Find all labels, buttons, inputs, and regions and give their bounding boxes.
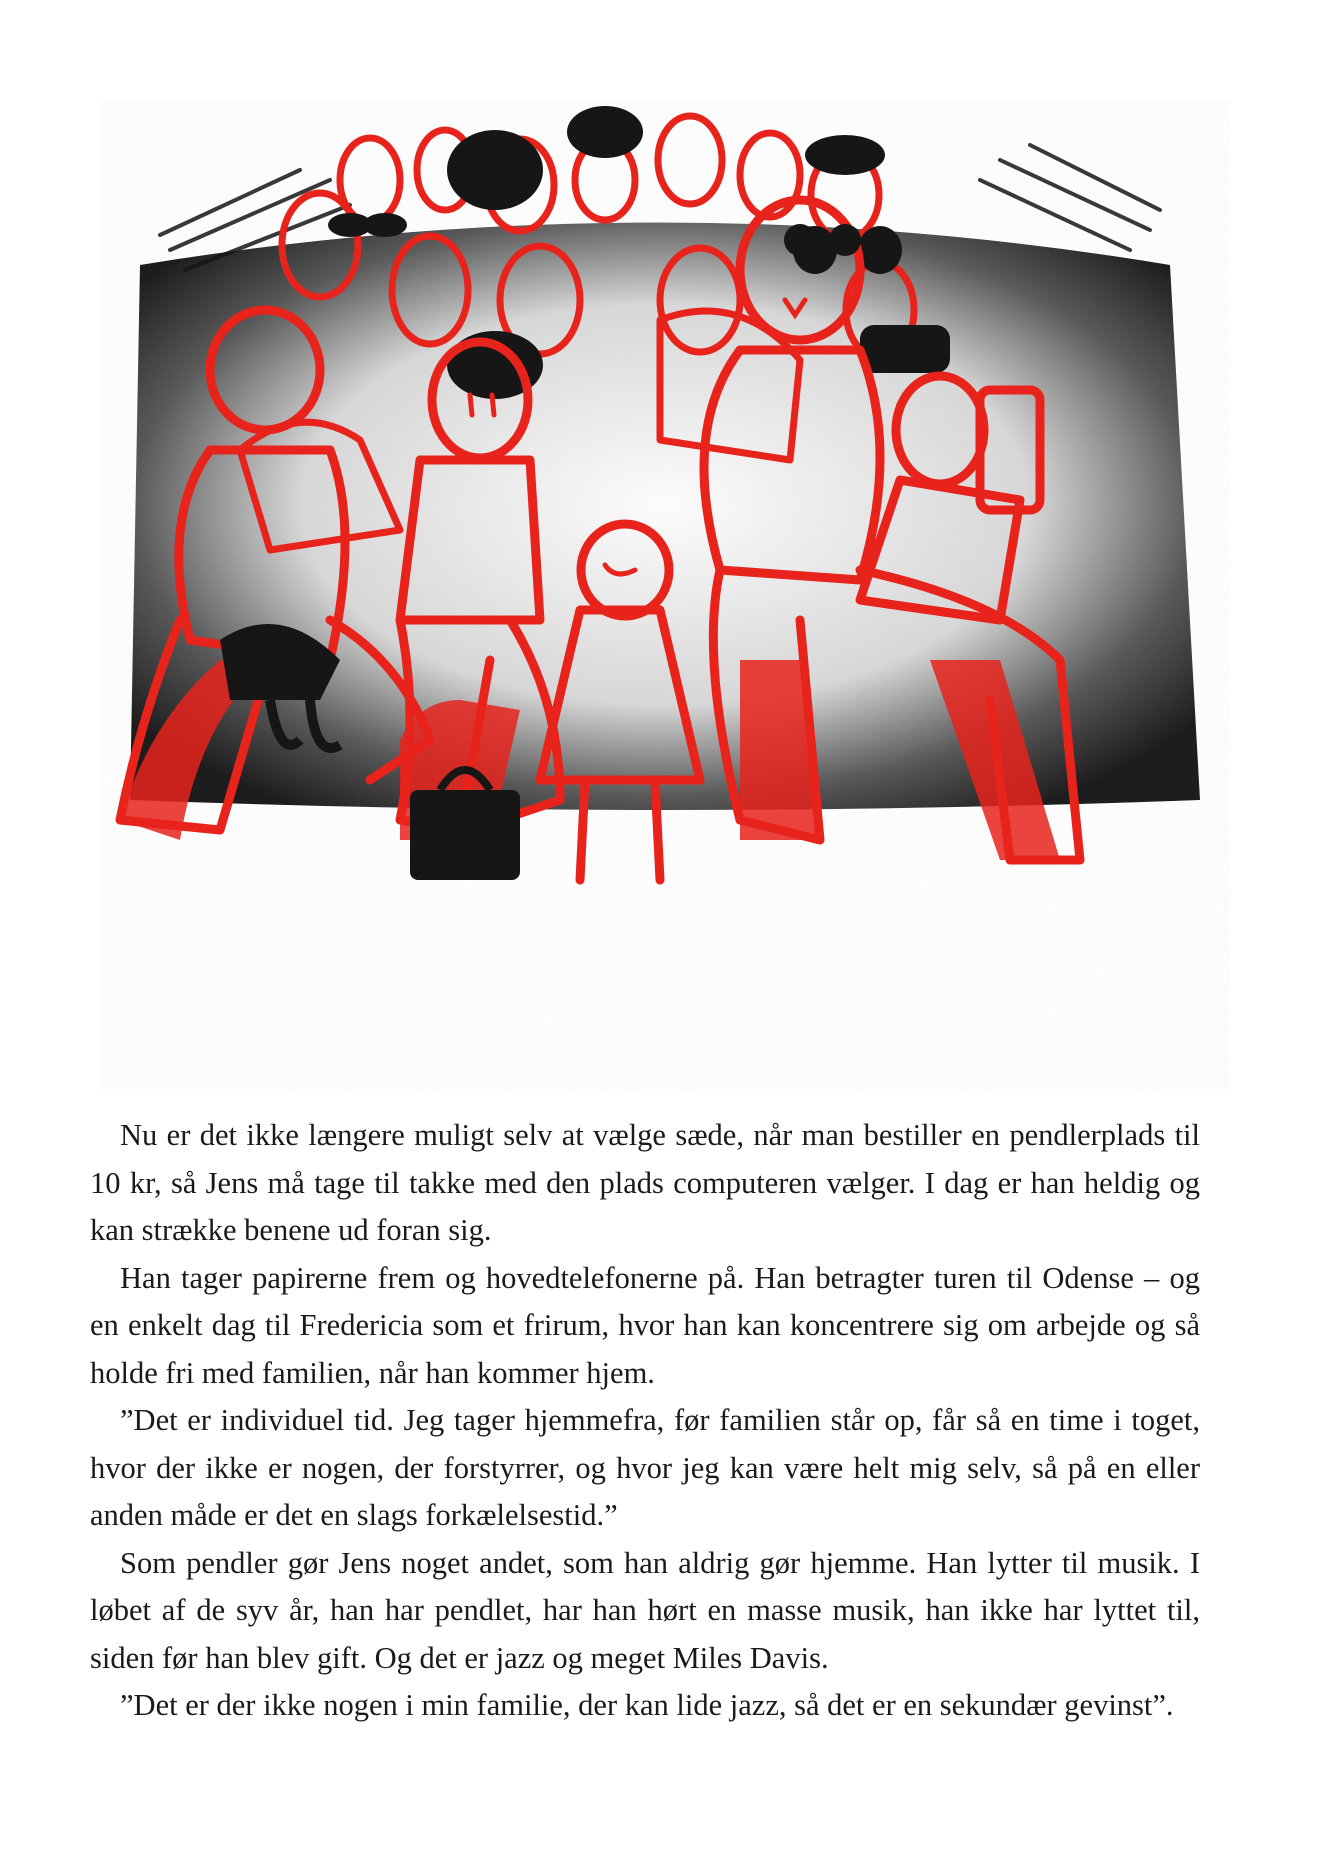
article-body: [90, 1112, 1200, 1730]
train-passengers-illustration: [100, 100, 1230, 1090]
article-paragraph: Nu er det ikke længere muligt selv at vælge sæde, når man bestiller en pendlerplads til 10 kr, så Jens må tage til takke med den plads computeren vælger. I dag er han heldig og kan strække benene ud foran sig.: [90, 1118, 1200, 1247]
article-paragraph: Han tager papirerne frem og hovedtelefonerne på. Han betragter turen til Odense – og en enkelt dag til Fredericia som et frirum, hvor han kan koncentrere sig om arbejde og så holde fri med familien, når han kommer hjem.: [90, 1260, 1200, 1390]
article-paragraph: ”Det er individuel tid. Jeg tager hjemmefra, før familien står op, får så en time i toget, hvor der ikke er nogen, der forstyrrer, og hvor jeg kan være helt mig selv, så på en eller anden måde er det en slags forkælelsestid.”: [90, 1403, 1200, 1532]
crowded-train-carriage-illustration-icon: [100, 100, 1230, 1090]
article-paragraph: Som pendler gør Jens noget andet, som han aldrig gør hjemme. Han lytter til musik. I løbet af de syv år, han har pendlet, har han hørt en masse musik, han ikke har lyttet til, siden før han blev gift. Og det er jazz og meget Miles Davis.: [90, 1545, 1200, 1675]
article-paragraph: ”Det er der ikke nogen i min familie, der kan lide jazz, så det er en sekundær gevinst”.: [120, 1688, 1174, 1722]
